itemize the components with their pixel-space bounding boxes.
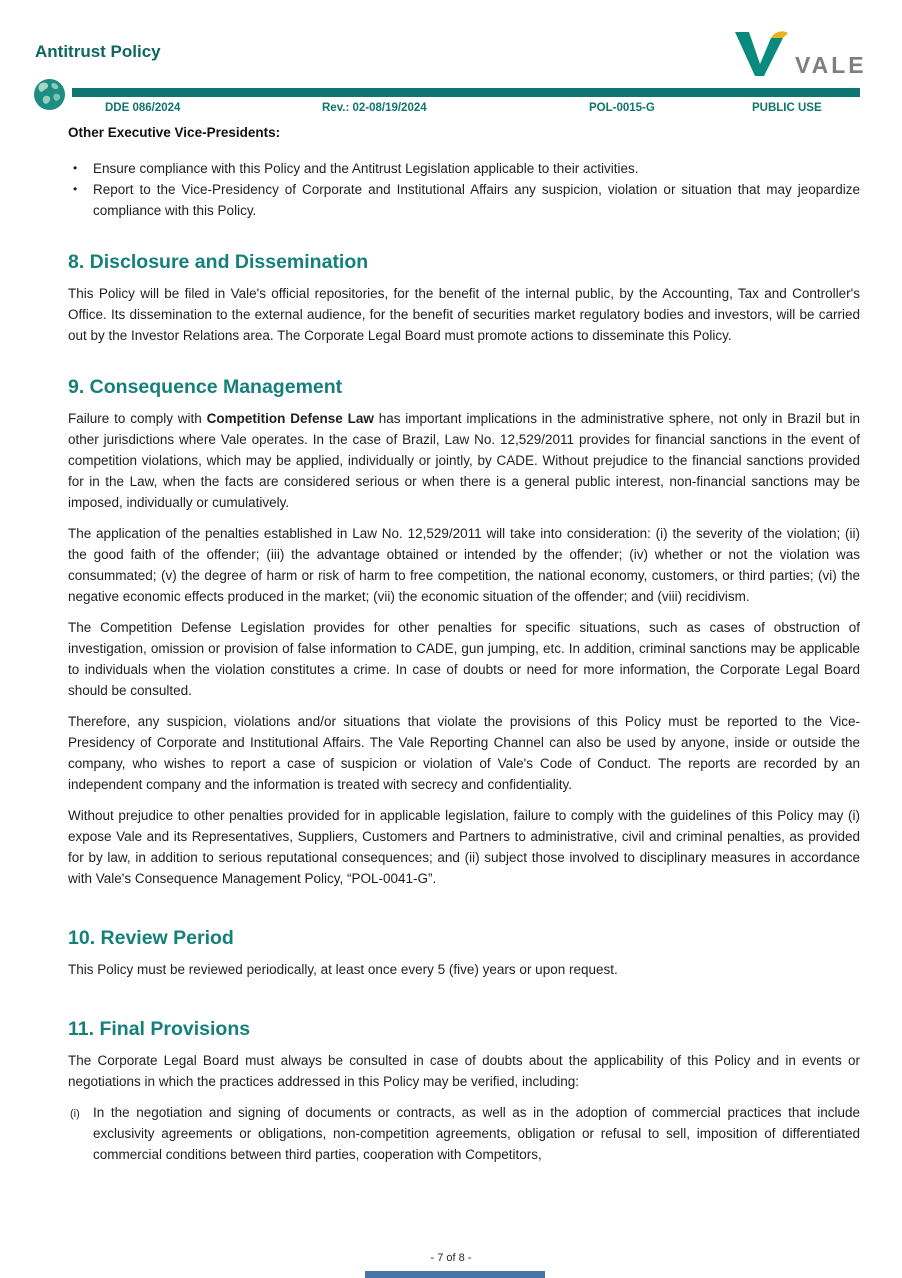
meta-policy-code: POL-0015-G [589,102,655,114]
bullet-icon: • [73,182,78,196]
paragraph: Without prejudice to other penalties provided for in applicable legislation, failure to comply with the guidelines of this Policy may (i) expose Vale and its Representatives, Suppliers, Customers and Partners to administrative, civil and criminal penalties, as provided for by law, in addition to serious reputational consequences; and (ii) subject those involved to disciplinary measures in accordance with Vale's Consequence Management Policy, “POL-0041-G”. [68,808,860,886]
meta-classification: PUBLIC USE [752,102,822,114]
section-heading-10: 10. Review Period [68,927,234,949]
vale-logo-icon [733,30,791,83]
list-item [68,158,860,179]
paragraph: This Policy must be reviewed periodically, at least once every 5 (five) years or upon request. [68,962,618,977]
meta-doc-number: DDE 086/2024 [105,102,181,114]
section-heading-9: 9. Consequence Management [68,376,343,398]
intro-bullet-list [68,158,860,221]
paragraph: This Policy will be filed in Vale's official repositories, for the benefit of the internal public, by the Accounting, Tax and Controller's Office. Its dissemination to the external audience, for the benefit of securities market regulatory bodies and investors, will be carried out by the Investor Relations area. The Corporate Legal Board must promote actions to disseminate this Policy. [68,286,860,343]
list-item [68,1102,860,1165]
header-divider-bar [72,88,860,97]
paragraph-text: has important implications in the administrative sphere, not only in Brazil but in other jurisdictions where Vale operates. In the case of Brazil, Law No. 12,529/2011 provides for financial sanctions in the event of competition violations, which may be applied, individually or jointly, by CADE. Without prejudice to the financial sanctions provided for in the Law, when the facts are considered serious or when there is a general public interest, non-financial sanctions may be imposed, individually or cumulatively. [68,411,860,510]
vale-logo [733,30,867,83]
list-item-text: In the negotiation and signing of documents or contracts, as well as in the adoption of commercial practices that include exclusivity agreements or obligations, non-competition agreements, obligation or refusal to sell, imposition of differentiated commercial conditions between third parties, cooperation with Competitors, [93,1105,860,1162]
document-meta-row [0,102,902,118]
bullet-text: Report to the Vice-Presidency of Corporate and Institutional Affairs any suspicion, violation or situation that may jeopardize compliance with this Policy. [93,182,860,218]
meta-revision: Rev.: 02-08/19/2024 [322,102,427,114]
section-heading-8: 8. Disclosure and Dissemination [68,251,369,273]
page-number: - 7 of 8 - [430,1252,472,1264]
paragraph: The Competition Defense Legislation provides for other penalties for specific situations, such as cases of obstruction of investigation, omission or provision of false information to CADE, gun jumping, etc. In addition, criminal sanctions may be applicable to individuals when the violation constitutes a crime. In case of doubts or need for more information, the Corporate Legal Board should be consulted. [68,620,860,698]
paragraph: Therefore, any suspicion, violations and/or situations that violate the provisions of this Policy must be reported to the Vice-Presidency of Corporate and Institutional Affairs. The Vale Reporting Channel can also be used by anyone, inside or outside the company, who wishes to report a case of suspicion or violation of Vale's Code of Conduct. The reports are recorded by an independent company and the information is treated with secrecy and confidentiality. [68,714,860,792]
intro-heading: Other Executive Vice-Presidents: [68,125,281,140]
document-body [68,122,860,1165]
paragraph-text: Failure to comply with [68,411,207,426]
bold-term: Competition Defense Law [206,411,374,426]
paragraph [68,408,860,513]
bullet-text: Ensure compliance with this Policy and the Antitrust Legislation applicable to their activities. [93,161,639,176]
paragraph: The Corporate Legal Board must always be consulted in case of doubts about the applicability of this Policy and in events or negotiations in which the practices addressed in this Policy may be verified, including: [68,1053,860,1089]
bullet-icon: • [73,161,78,175]
vale-logo-text: VALE [795,52,867,78]
paragraph: The application of the penalties established in Law No. 12,529/2011 will take into consideration: (i) the severity of the violation; (ii) the good faith of the offender; (iii) the advantage obtained or intended by the offender; (iv) whether or not the violation was consummated; (v) the degree of harm or risk of harm to free competition, the national economy, customers, or third parties; (vi) the negative economic effects produced in the market; (vii) the economic situation of the offender; and (viii) recidivism. [68,526,860,604]
section-heading-11: 11. Final Provisions [68,1018,251,1040]
list-item [68,179,860,221]
bottom-accent-bar [365,1271,545,1278]
roman-marker: (i) [70,1108,80,1120]
page-title: Antitrust Policy [35,42,161,61]
roman-numeral-list [68,1102,860,1165]
